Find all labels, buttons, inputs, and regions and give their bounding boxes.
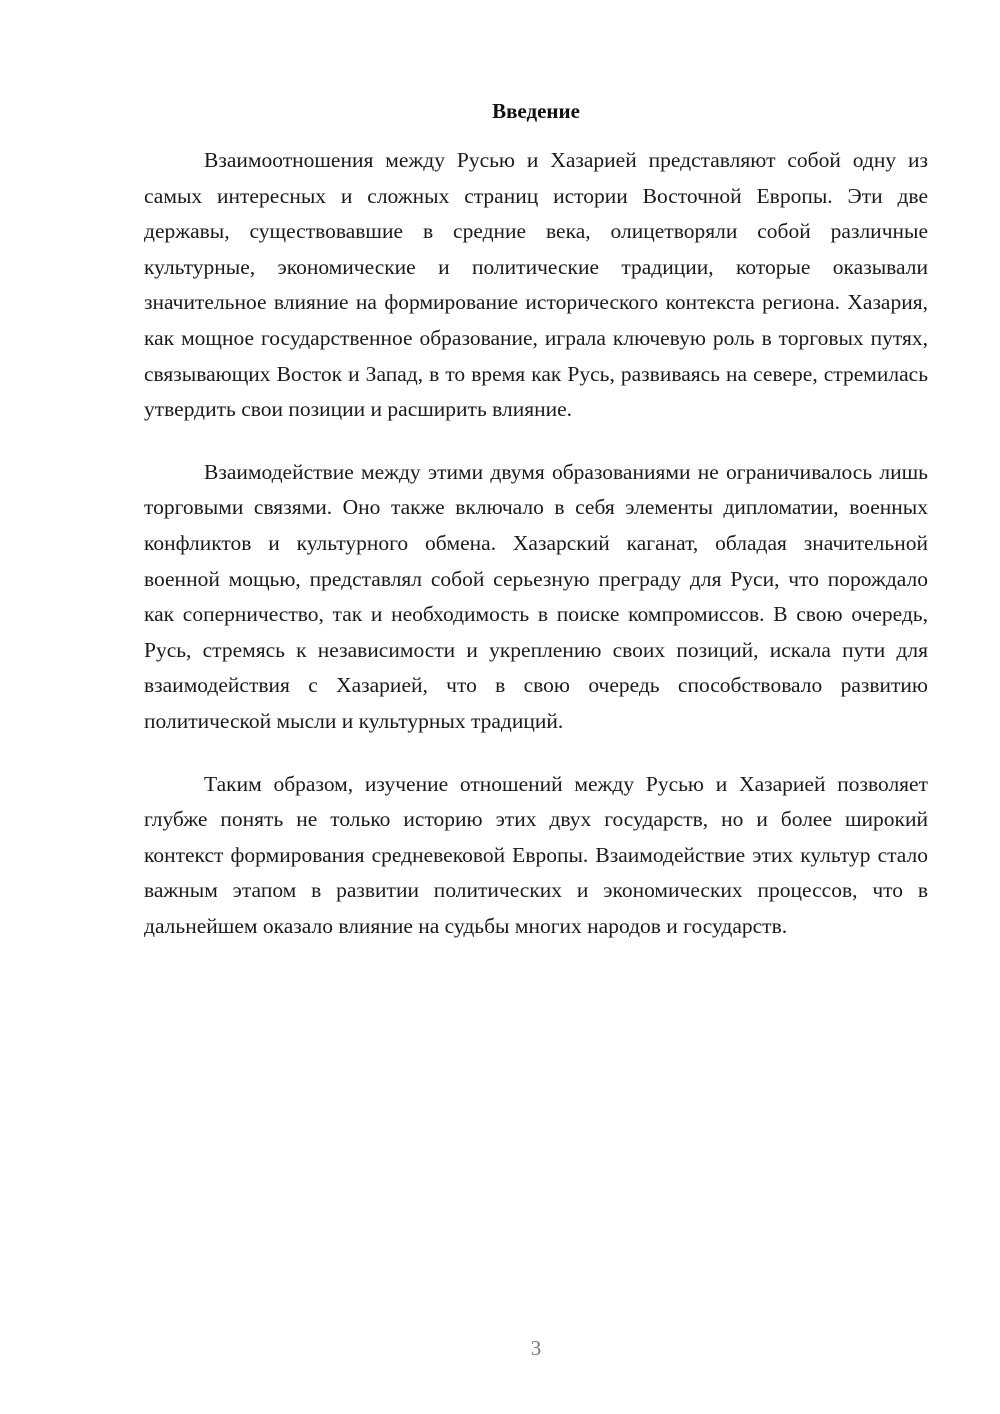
page-number: 3 [530,1336,542,1360]
paragraph-1: Взаимоотношения между Русью и Хазарией представляют собой одну из самых интересных и сложных страниц истории Восточной Европы. Эти две державы, существовавшие в средние века, олицетворяли собой различные культурные, экономические и политические традиции, которые оказывали значительное влияние на формирование исторического контекста региона. Хазария, как мощное государственное образование, играла ключевую роль в торговых путях, связывающих Восток и Запад, в то время как Русь, развиваясь на севере, стремилась утвердить свои позиции и расширить влияние. [144,148,928,422]
paragraph-2: Взаимодействие между этими двумя образованиями не ограничивалось лишь торговыми связями. Оно также включало в себя элементы дипломатии, военных конфликтов и культурного обмена. Хазарский каганат, обладая значительной военной мощью, представлял собой серьезную преграду для Руси, что порождало как соперничество, так и необходимость в поиске компромиссов. В свою очередь, Русь, стремясь к независимости и укреплению своих позиций, искала пути для взаимодействия с Хазарией, что в свою очередь способствовало развитию политической мысли и культурных традиций. [144,459,928,733]
paragraph-3: Таким образом, изучение отношений между Русью и Хазарией позволяет глубже понять не только историю этих двух государств, но и более широкий контекст формирования средневековой Европы. Взаимодействие этих культур стало важным этапом в развитии политических и экономических процессов, что в дальнейшем оказало влияние на судьбы многих народов и государств. [144,771,928,938]
page-title: Введение [492,99,580,123]
body-text [144,143,928,971]
